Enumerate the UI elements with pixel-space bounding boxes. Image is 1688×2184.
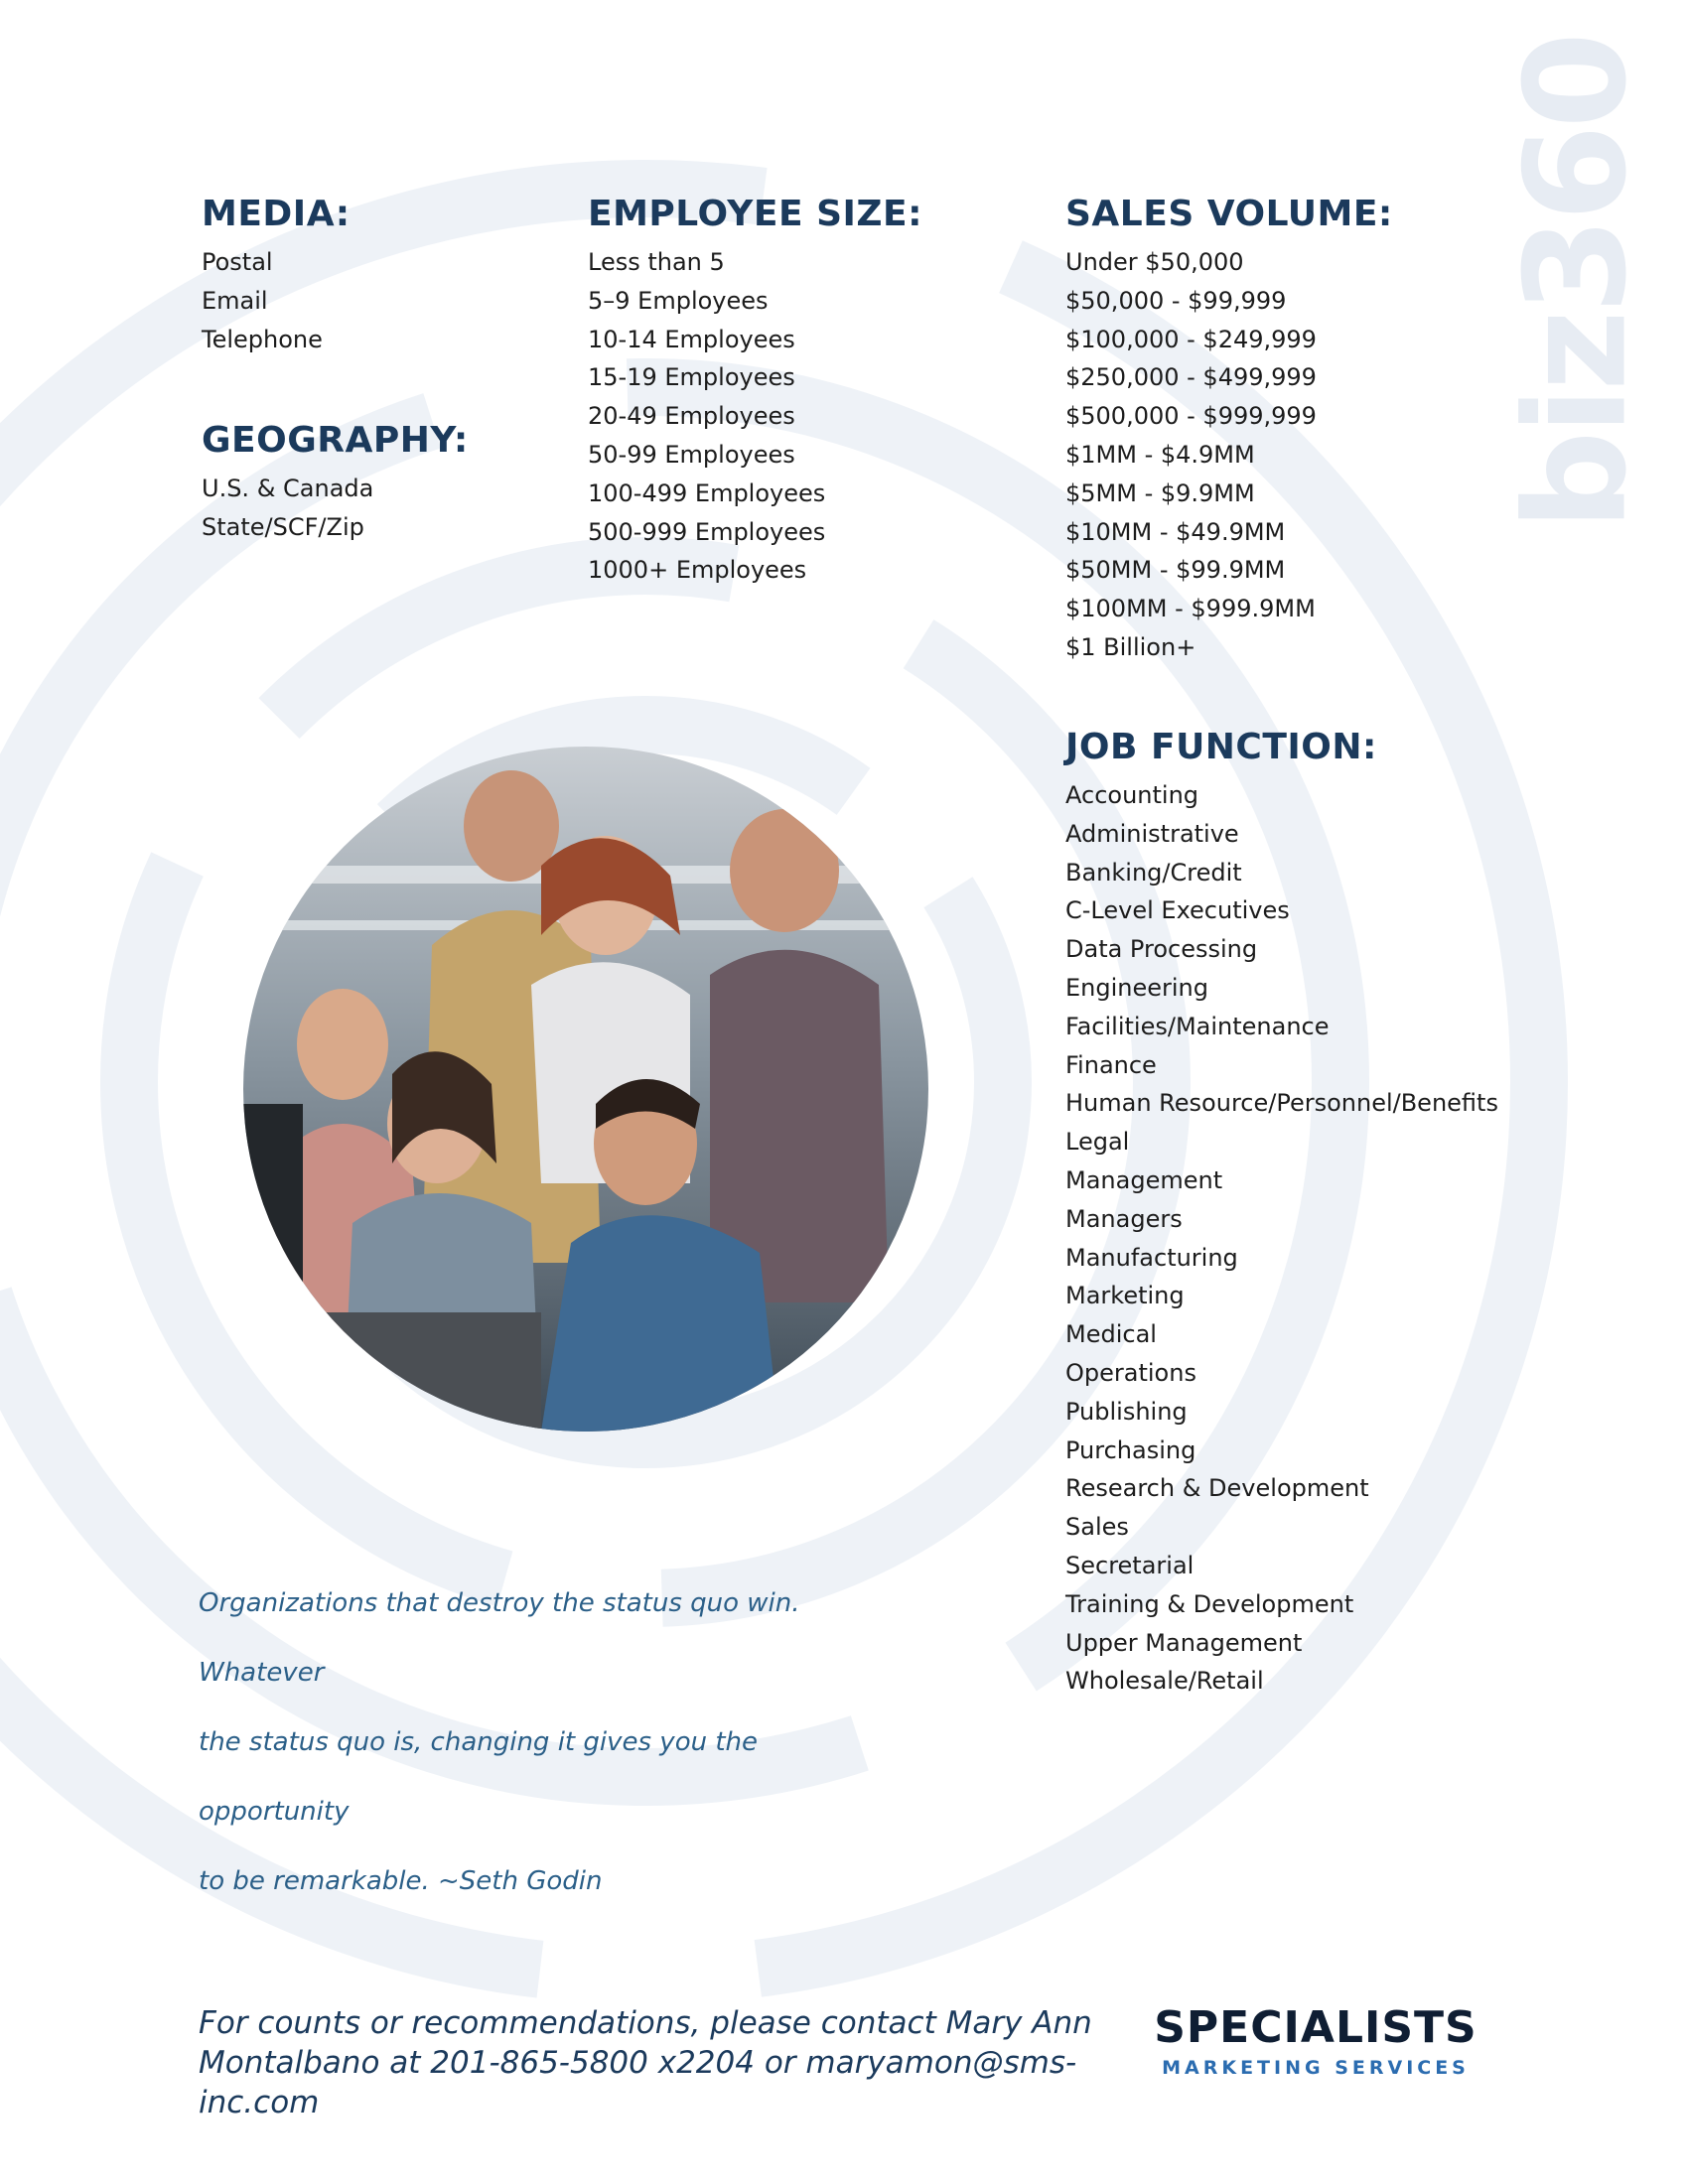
geography-heading: GEOGRAPHY: bbox=[202, 420, 469, 461]
seth-godin-quote bbox=[199, 1569, 894, 1916]
list-item: $1MM - $4.9MM bbox=[1065, 440, 1255, 469]
media-section bbox=[202, 192, 351, 358]
list-item: Human Resource/Personnel/Benefits bbox=[1065, 1089, 1498, 1118]
biz360-watermark: biz360 bbox=[1495, 36, 1658, 530]
list-item: State/SCF/Zip bbox=[202, 512, 364, 541]
list-item: Finance bbox=[1065, 1050, 1157, 1079]
job-function-section bbox=[1065, 725, 1498, 1701]
list-item: 20-49 Employees bbox=[588, 402, 795, 431]
job-function-heading: JOB FUNCTION: bbox=[1065, 727, 1377, 767]
list-item: Under $50,000 bbox=[1065, 248, 1244, 276]
list-item: Secretarial bbox=[1065, 1551, 1195, 1579]
list-item: 5–9 Employees bbox=[588, 286, 769, 315]
list-item: $100,000 - $249,999 bbox=[1065, 325, 1317, 353]
list-item: 500-999 Employees bbox=[588, 517, 826, 546]
list-item: Publishing bbox=[1065, 1397, 1188, 1426]
list-item: Managers bbox=[1065, 1204, 1183, 1233]
list-item: Postal bbox=[202, 248, 273, 276]
list-item: $10MM - $49.9MM bbox=[1065, 517, 1286, 546]
list-item: Manufacturing bbox=[1065, 1243, 1238, 1272]
list-item: C-Level Executives bbox=[1065, 896, 1290, 925]
list-item: Management bbox=[1065, 1165, 1223, 1194]
list-item: $1 Billion+ bbox=[1065, 632, 1196, 661]
quote-line: to be remarkable. ~Seth Godin bbox=[199, 1866, 603, 1896]
list-item: $100MM - $999.9MM bbox=[1065, 595, 1316, 623]
list-item: Marketing bbox=[1065, 1282, 1185, 1310]
list-item: Email bbox=[202, 286, 268, 315]
logo-tagline: MARKETING SERVICES bbox=[1162, 2057, 1470, 2079]
list-item: Facilities/Maintenance bbox=[1065, 1012, 1330, 1040]
media-heading: MEDIA: bbox=[202, 194, 351, 234]
list-item: 1000+ Employees bbox=[588, 556, 807, 585]
list-item: Sales bbox=[1065, 1513, 1129, 1542]
contact-line: For counts or recommendations, please contact Mary Ann bbox=[199, 2005, 1092, 2041]
sales-volume-section bbox=[1065, 192, 1393, 667]
contact-info bbox=[199, 2003, 1112, 2122]
list-item: 15-19 Employees bbox=[588, 363, 795, 392]
list-item: $5MM - $9.9MM bbox=[1065, 478, 1255, 507]
list-item: Legal bbox=[1065, 1128, 1130, 1157]
list-item: 50-99 Employees bbox=[588, 440, 795, 469]
list-item: Wholesale/Retail bbox=[1065, 1667, 1264, 1696]
team-photo bbox=[243, 747, 928, 1432]
list-item: Research & Development bbox=[1065, 1474, 1369, 1503]
geography-list bbox=[202, 470, 469, 547]
team-photo-illustration bbox=[243, 747, 928, 1432]
list-item: Data Processing bbox=[1065, 935, 1258, 964]
contact-line: Montalbano at 201-865-5800 x2204 or maryamon@sms-inc.com bbox=[199, 2045, 1077, 2120]
media-list bbox=[202, 243, 351, 358]
list-item: $50MM - $99.9MM bbox=[1065, 556, 1286, 585]
list-item: Administrative bbox=[1065, 819, 1239, 848]
list-item: $500,000 - $999,999 bbox=[1065, 402, 1317, 431]
geography-section bbox=[202, 418, 469, 547]
list-item: Banking/Credit bbox=[1065, 858, 1242, 887]
logo-wordmark: SPECIALISTS bbox=[1154, 2002, 1477, 2053]
list-item: Purchasing bbox=[1065, 1435, 1196, 1464]
list-item: Engineering bbox=[1065, 973, 1208, 1002]
list-item: $50,000 - $99,999 bbox=[1065, 286, 1287, 315]
list-item: Operations bbox=[1065, 1358, 1196, 1387]
quote-line: the status quo is, changing it gives you the opportunity bbox=[199, 1727, 759, 1827]
job-function-list bbox=[1065, 776, 1498, 1701]
list-item: Less than 5 bbox=[588, 248, 725, 276]
list-item: $250,000 - $499,999 bbox=[1065, 363, 1317, 392]
list-item: 10-14 Employees bbox=[588, 325, 795, 353]
list-item: Training & Development bbox=[1065, 1589, 1354, 1618]
sales-volume-heading: SALES VOLUME: bbox=[1065, 194, 1393, 234]
employee-size-heading: EMPLOYEE SIZE: bbox=[588, 194, 922, 234]
list-item: Upper Management bbox=[1065, 1628, 1303, 1657]
list-item: 100-499 Employees bbox=[588, 478, 826, 507]
specialists-marketing-services-logo bbox=[1142, 2003, 1489, 2083]
list-item: Accounting bbox=[1065, 781, 1199, 809]
employee-size-list bbox=[588, 243, 922, 590]
quote-line: Organizations that destroy the status quo win. Whatever bbox=[199, 1588, 800, 1688]
list-item: Telephone bbox=[202, 325, 323, 353]
list-item: Medical bbox=[1065, 1320, 1157, 1349]
sales-volume-list bbox=[1065, 243, 1393, 667]
employee-size-section bbox=[588, 192, 922, 590]
list-item: U.S. & Canada bbox=[202, 475, 374, 502]
